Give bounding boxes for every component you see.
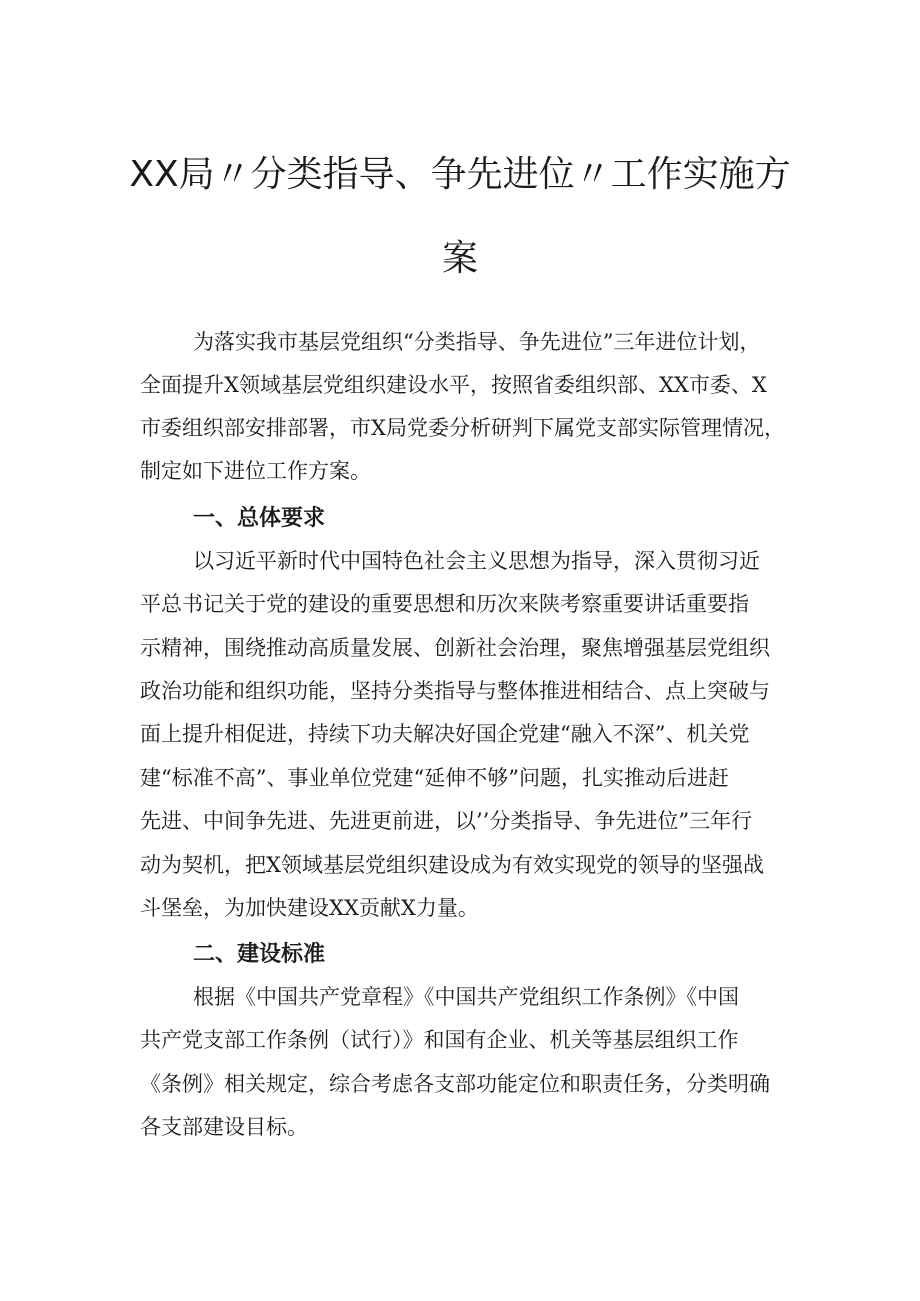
document-title-line-1: XX局〃分类指导、争先进位〃工作实施方 (129, 154, 791, 195)
intro-line: 全面提升X领域基层党组织建设水平，按照省委组织部、XX市委、X (140, 373, 767, 397)
section1-line: 先进、中间争先进、先进更前进，以’’分类指导、争先进位”三年行 (140, 809, 753, 833)
section1-line: 平总书记关于党的建设的重要思想和历次来陕考察重要讲话重要指 (140, 592, 749, 616)
section-heading-general-requirements: 一、总体要求 (193, 506, 326, 531)
section1-line: 斗堡垒，为加快建设XX贡献X力量。 (140, 896, 479, 920)
section1-line: 政治功能和组织功能，坚持分类指导与整体推进相结合、点上突破与 (140, 679, 770, 703)
section2-line: 共产党支部工作条例（试行）》和国有企业、机关等基层组织工作 (140, 1028, 739, 1052)
intro-line: 制定如下进位工作方案。 (140, 459, 371, 483)
section1-line: 面上提升相促进，持续下功夫解决好国企党建“融入不深”、机关党 (140, 722, 750, 746)
section1-line: 动为契机，把X领域基层党组织建设成为有效实现党的领导的坚强战 (140, 853, 764, 877)
document-title-line-2: 案 (441, 238, 478, 279)
section1-line: 示精神，围绕推动高质量发展、创新社会治理，聚焦增强基层党组织 (140, 636, 770, 660)
section2-line: 根据《中国共产党章程》《中国共产党组织工作条例》《中国 (193, 985, 739, 1009)
intro-line: 为落实我市基层党组织“分类指导、争先进位”三年进位计划， (193, 330, 761, 354)
section-heading-construction-standards: 二、建设标准 (193, 942, 326, 967)
section2-line: 各支部建设目标。 (140, 1115, 308, 1139)
section1-line: 以习近平新时代中国特色社会主义思想为指导，深入贯彻习近 (193, 549, 760, 573)
section2-line: 《条例》相关规定，综合考虑各支部功能定位和职责任务，分类明确 (140, 1072, 770, 1096)
section1-line: 建“标准不高”、事业单位党建“延伸不够”问题，扎实推动后进赶 (140, 766, 729, 790)
intro-line: 市委组织部安排部署，市X局党委分析研判下属党支部实际管理情况， (140, 416, 785, 440)
